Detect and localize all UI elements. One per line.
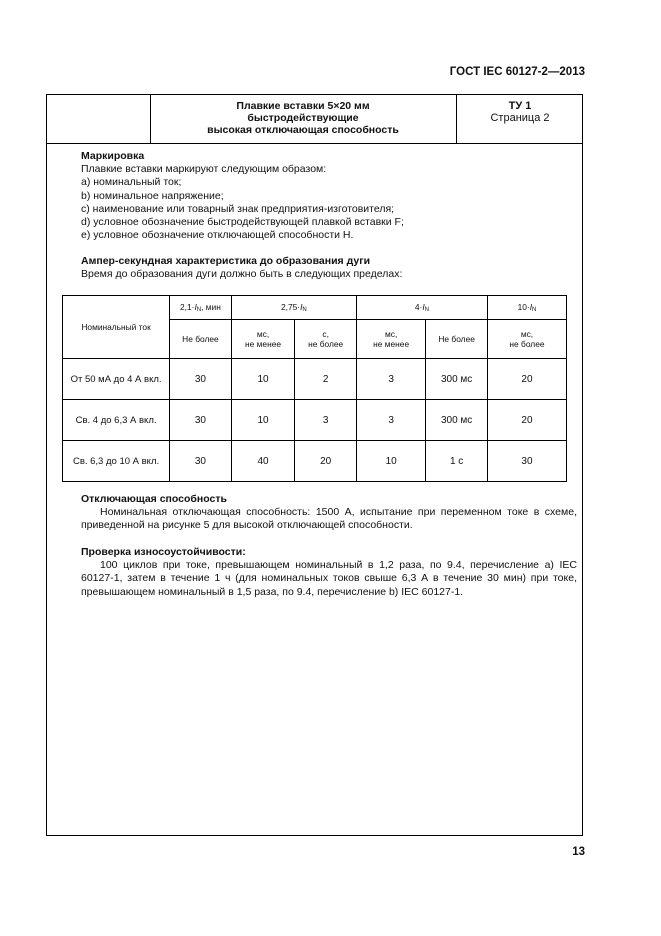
table-cell: 30 — [170, 359, 232, 400]
page-number: 13 — [572, 846, 585, 858]
subheader-cell: Не более — [170, 320, 232, 359]
rated-current-header: Номинальный ток — [63, 296, 170, 359]
arc-intro: Время до образования дуги должно быть в следующих пределах: — [81, 268, 403, 281]
endurance-text: 100 циклов при токе, превышающем номинальный в 1,2 раза, по 9.4, перечисление а) IEC 60127-1, затем в течение 1 ч (для номинальных токов свыше 6,3 А в течение 30 мин) при токе, превышающем номинальный в 1,5 раза, по 9.4, перечисление b) IEC 60127-1. — [81, 559, 577, 598]
table-cell: 2 — [295, 359, 357, 400]
header-tu-cell — [458, 95, 582, 143]
header-title — [150, 95, 457, 143]
subheader-cell: с, не более — [295, 320, 357, 359]
header-title-line-2: быстродействующие — [247, 112, 359, 124]
row-label: От 50 мА до 4 А вкл. — [63, 359, 170, 400]
marking-item: e) условное обозначение отключающей способности H. — [81, 229, 354, 242]
breaking-heading: Отключающая способность — [81, 493, 227, 505]
marking-intro: Плавкие вставки маркируют следующим образом: — [81, 163, 327, 176]
table-cell: 10 — [231, 359, 295, 400]
table-cell: 20 — [487, 400, 566, 441]
group-header: 10·IN — [487, 296, 566, 320]
arc-heading: Ампер-секундная характеристика до образования дуги — [81, 255, 371, 267]
subheader-cell: мс, не более — [487, 320, 566, 359]
group-header: 4·IN — [356, 296, 487, 320]
row-label: Св. 6,3 до 10 А вкл. — [63, 441, 170, 482]
header-block — [47, 95, 582, 144]
endurance-heading: Проверка износоустойчивости: — [81, 546, 246, 558]
page-frame — [46, 94, 583, 836]
table-cell: 3 — [356, 359, 425, 400]
table-cell: 10 — [231, 400, 295, 441]
table-cell: 300 мс — [426, 359, 488, 400]
standard-code: ГОСТ IEC 60127-2—2013 — [449, 66, 585, 78]
group-header: 2,75·IN — [231, 296, 356, 320]
table-cell: 30 — [487, 441, 566, 482]
endurance-section — [81, 546, 577, 599]
subheader-cell: Не более — [426, 320, 488, 359]
table-cell: 20 — [487, 359, 566, 400]
header-page: Страница 2 — [490, 112, 550, 124]
group-header: 2,1·IN, мин — [170, 296, 232, 320]
table-cell: 40 — [231, 441, 295, 482]
table-cell: 30 — [170, 441, 232, 482]
subheader-cell: мс, не менее — [231, 320, 295, 359]
header-tu: ТУ 1 — [508, 100, 532, 112]
table-row — [63, 441, 567, 482]
table-cell: 3 — [295, 400, 357, 441]
table-row — [63, 400, 567, 441]
table-cell: 3 — [356, 400, 425, 441]
arc-section — [81, 255, 577, 281]
table-cell: 20 — [295, 441, 357, 482]
header-title-line-3: высокая отключающая способность — [207, 124, 399, 136]
breaking-section — [81, 493, 577, 533]
table-cell: 10 — [356, 441, 425, 482]
row-label: Св. 4 до 6,3 А вкл. — [63, 400, 170, 441]
header-blank-cell — [47, 95, 151, 143]
marking-item: c) наименование или товарный знак предприятия-изготовителя; — [81, 202, 395, 215]
marking-item: b) номинальное напряжение; — [81, 189, 224, 202]
subheader-cell: мс, не менее — [356, 320, 425, 359]
marking-item: d) условное обозначение быстродействующей плавкой вставки F; — [81, 216, 404, 229]
arc-time-table — [62, 295, 567, 482]
marking-heading: Маркировка — [81, 150, 145, 162]
table-cell: 30 — [170, 400, 232, 441]
marking-item: a) номинальный ток; — [81, 176, 182, 189]
breaking-text: Номинальная отключающая способность: 1500 А, испытание при переменном токе в схеме, приведенной на рисунке 5 для высокой отключающей способности. — [81, 506, 577, 532]
table-cell: 1 с — [426, 441, 488, 482]
table-row — [63, 359, 567, 400]
header-title-line-1: Плавкие вставки 5×20 мм — [236, 100, 370, 112]
table-cell: 300 мс — [426, 400, 488, 441]
marking-section — [81, 150, 577, 242]
